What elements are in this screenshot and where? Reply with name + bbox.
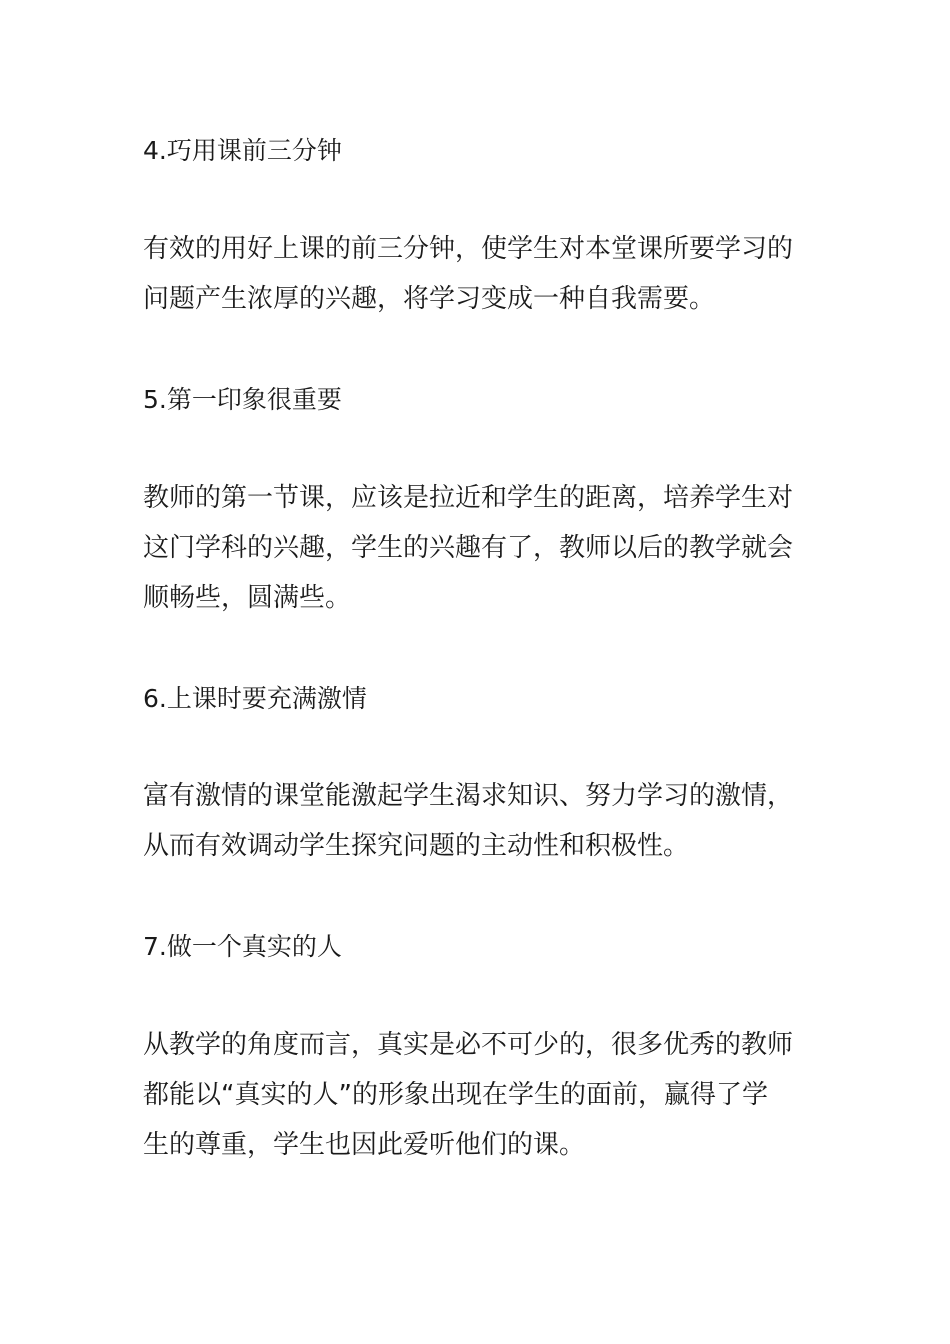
paragraph-line: 顺畅些，圆满些。 [143, 583, 352, 613]
section-heading-6: 6.上课时要充满激情 [143, 684, 367, 713]
paragraph-line: 都能以“真实的人”的形象出现在学生的面前，赢得了学 [143, 1080, 768, 1110]
section-paragraph-6 [143, 771, 813, 871]
paragraph-line: 生的尊重，学生也因此爱听他们的课。 [143, 1130, 586, 1160]
paragraph-line: 富有激情的课堂能激起学生渴求知识、努力学习的激情， [143, 781, 794, 811]
section-heading-7: 7.做一个真实的人 [143, 932, 342, 961]
section-paragraph-4 [143, 224, 813, 324]
paragraph-line: 从教学的角度而言，真实是必不可少的，很多优秀的教师 [143, 1030, 794, 1060]
paragraph-line: 问题产生浓厚的兴趣，将学习变成一种自我需要。 [143, 284, 716, 314]
paragraph-line: 有效的用好上课的前三分钟，使学生对本堂课所要学习的 [143, 234, 794, 264]
section-heading-4: 4.巧用课前三分钟 [143, 136, 342, 165]
section-paragraph-7 [143, 1020, 813, 1170]
paragraph-line: 从而有效调动学生探究问题的主动性和积极性。 [143, 831, 690, 861]
section-paragraph-5 [143, 473, 813, 623]
section-heading-5: 5.第一印象很重要 [143, 385, 342, 414]
paragraph-line: 这门学科的兴趣，学生的兴趣有了，教师以后的教学就会 [143, 533, 794, 563]
paragraph-line: 教师的第一节课，应该是拉近和学生的距离，培养学生对 [143, 483, 794, 513]
